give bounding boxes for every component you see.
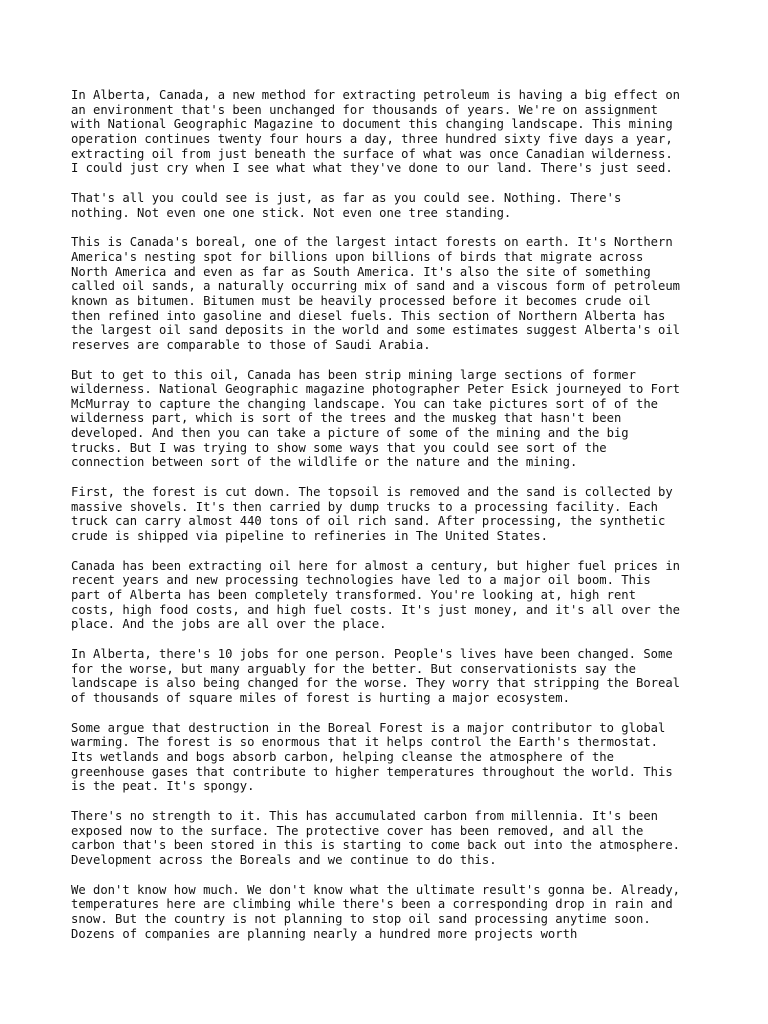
paragraph-1: In Alberta, Canada, a new method for extracting petroleum is having a big effect on an environment that's been unchanged for thousands of years. We're on assignment with National Geographic Magazine to document this changing landscape. This mining operation continues twenty four hours a day, three hundred sixty five days a year, extracting oil from just beneath the surface of what was once Canadian wilderness. I could just cry when I see what what they've done to our land. There's just seed. xyxy=(71,88,681,176)
paragraph-9: There's no strength to it. This has accumulated carbon from millennia. It's been exposed now to the surface. The protective cover has been removed, and all the carbon that's been stored in this is starting to come back out into the atmosphere. Development across the Boreals and we continue to do this. xyxy=(71,808,681,867)
paragraph-3: This is Canada's boreal, one of the largest intact forests on earth. It's Northern America's nesting spot for billions upon billions of birds that migrate across North America and even as far as South America. It's also the site of something called oil sands, a naturally occurring mix of sand and a viscous form of petroleum known as bitumen. Bitumen must be heavily processed before it becomes crude oil then refined into gasoline and diesel fuels. This section of Northern Alberta has the largest oil sand deposits in the world and some estimates suggest Alberta's oil reserves are comparable to those of Saudi Arabia. xyxy=(71,235,681,352)
paragraph-6: Canada has been extracting oil here for almost a century, but higher fuel prices in recent years and new processing technologies have led to a major oil boom. This part of Alberta has been completely transformed. You're looking at, high rent costs, high food costs, and high fuel costs. It's just money, and it's all over the place. And the jobs are all over the place. xyxy=(71,558,681,632)
paragraph-7: In Alberta, there's 10 jobs for one person. People's lives have been changed. Some for the worse, but many arguably for the better. But conservationists say the landscape is also being changed for the worse. They worry that stripping the Boreal of thousands of square miles of forest is hurting a major ecosystem. xyxy=(71,647,681,705)
document-page xyxy=(71,88,711,956)
paragraph-5: First, the forest is cut down. The topsoil is removed and the sand is collected by massive shovels. It's then carried by dump trucks to a processing facility. Each truck can carry almost 440 tons of oil rich sand. After processing, the synthetic crude is shipped via pipeline to refineries in The United States. xyxy=(71,485,673,544)
paragraph-8: Some argue that destruction in the Boreal Forest is a major contributor to global warming. The forest is so enormous that it helps control the Earth's thermostat. Its wetlands and bogs absorb carbon, helping cleanse the atmosphere of the greenhouse gases that contribute to higher temperatures throughout the world. This is the peat. It's spongy. xyxy=(71,720,673,794)
paragraph-2: That's all you could see is just, as far as you could see. Nothing. There's nothing. Not even one one stick. Not even one tree standing. xyxy=(71,190,622,220)
paragraph-10: We don't know how much. We don't know what the ultimate result's gonna be. Already, temperatures here are climbing while there's been a corresponding drop in rain and snow. But the country is not planning to stop oil sand processing anytime soon. Dozens of companies are planning nearly a hundred more projects worth xyxy=(71,882,681,941)
paragraph-4: But to get to this oil, Canada has been strip mining large sections of former wilderness. National Geographic magazine photographer Peter Esick journeyed to Fort McMurray to capture the changing landscape. You can take pictures sort of of the wilderness part, which is sort of the trees and the muskeg that hasn't been developed. And then you can take a picture of some of the mining and the big trucks. But I was trying to show some ways that you could see sort of the connection between sort of the wildlife or the nature and the mining. xyxy=(71,367,681,470)
